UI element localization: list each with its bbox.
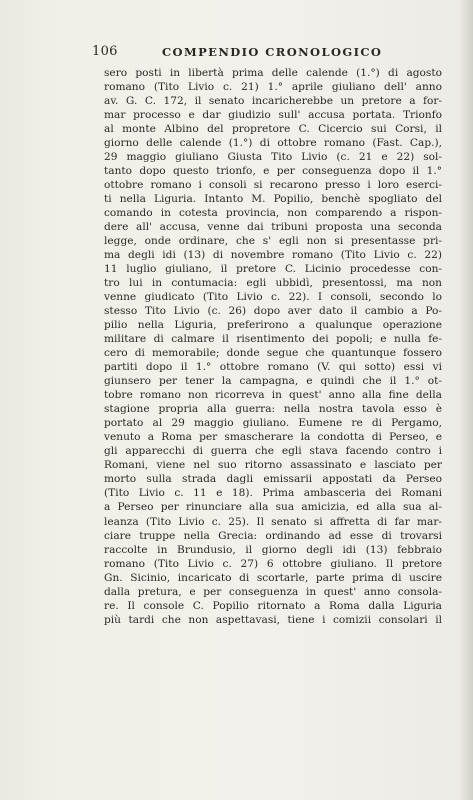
text-line-content: venne giudicato (Tito Livio c. 22). I consoli, secondo lo	[104, 291, 442, 304]
text-line-content: raccolte in Brundusio, il giorno degli idi (13) febbraio	[104, 543, 442, 556]
text-line	[104, 178, 442, 192]
text-line	[104, 276, 442, 290]
page-number: 106	[92, 44, 118, 59]
text-line	[104, 150, 442, 164]
text-line-content: ciare truppe nella Grecia: ordinando ad esse di trovarsi	[104, 529, 442, 542]
text-line	[104, 248, 442, 262]
page-gutter-shadow	[459, 0, 473, 800]
text-line	[104, 360, 442, 374]
text-line	[104, 304, 442, 318]
text-line	[104, 543, 442, 557]
text-line-content: più tardi che non aspettavasi, tiene i comizii consolari il	[104, 613, 442, 626]
text-line	[104, 164, 442, 178]
text-line-content: ma degli idi (13) di novembre romano (Tito Livio c. 22)	[104, 249, 442, 262]
text-line-content: comando in cotesta provincia, non comparendo a rispon-	[104, 207, 442, 220]
text-line	[104, 108, 442, 122]
text-line-content: ottobre romano i consoli si recarono presso i loro eserci-	[104, 179, 442, 192]
text-line-content: ti nella Liguria. Intanto M. Popilio, benchè spogliato del	[104, 193, 442, 206]
text-line-content: sero posti in libertà prima delle calende (1.°) di agosto	[104, 67, 442, 79]
text-line-content: stagione propria alla guerra: nella nostra tavola esso è	[104, 403, 442, 416]
text-line-content: giorno delle calende (1.°) di ottobre romano (Fast. Cap.),	[104, 137, 442, 150]
text-line-content: al monte Albino del propretore C. Cicercio sui Corsi, il	[104, 123, 442, 136]
text-line-content: tanto dopo questo trionfo, e per conseguenza dopo il 1.°	[104, 165, 442, 178]
text-line-content: (Tito Livio c. 11 e 18). Prima ambasceria dei Romani	[104, 487, 442, 500]
text-line	[104, 486, 442, 500]
text-line-content: romano (Tito Livio c. 27) 6 ottobre giuliano. Il pretore	[104, 557, 442, 570]
text-line	[104, 472, 442, 486]
text-line-content: Romani, viene nel suo ritorno assassinato e lasciato per	[104, 459, 442, 472]
text-line	[104, 444, 442, 458]
running-title: COMPENDIO CRONOLOGICO	[162, 45, 383, 59]
text-line-content: re. Il console C. Popilio ritornato a Roma dalla Liguria	[104, 599, 442, 612]
text-line-content: legge, onde ordinare, che s' egli non si presentasse pri-	[104, 235, 442, 248]
text-line-content: Gn. Sicinio, incaricato di scortarle, parte prima di uscire	[104, 571, 442, 584]
text-line-content: dalla pretura, e per conseguenza in quest' anno consola-	[104, 585, 442, 598]
text-line-content: militare di calmare il risentimento dei popoli; e nulla fe-	[104, 333, 442, 346]
text-line	[104, 66, 442, 80]
text-line	[104, 262, 442, 276]
text-line-content: gli apparecchi di guerra che egli stava facendo contro i	[104, 445, 442, 458]
text-line-content: cero di memorabile; donde segue che quantunque fossero	[104, 347, 442, 360]
text-line-content: leanza (Tito Livio c. 25). Il senato si affretta di far mar-	[104, 515, 442, 528]
text-line	[104, 571, 442, 585]
text-line	[104, 515, 442, 529]
text-line	[104, 80, 442, 94]
text-line	[104, 430, 442, 444]
text-line	[104, 374, 442, 388]
text-line	[104, 318, 442, 332]
text-line-content: dere all' accusa, venne dai tribuni proposta una seconda	[104, 221, 442, 234]
text-line-content: romano (Tito Livio c. 21) 1.° aprile giuliano dell' anno	[104, 81, 442, 94]
text-line-content: portato al 29 maggio giuliano. Eumene re di Pergamo,	[104, 417, 442, 430]
text-line	[104, 346, 442, 360]
text-line-content: stesso Tito Livio (c. 26) dopo aver dato il cambio a Po-	[104, 305, 442, 318]
text-line	[104, 613, 442, 627]
text-line	[104, 557, 442, 571]
body-text	[104, 66, 442, 627]
text-line	[104, 529, 442, 543]
text-line-content: partiti dopo il 1.° ottobre romano (V. qui sotto) essi vi	[104, 361, 442, 374]
text-line	[104, 122, 442, 136]
text-line	[104, 388, 442, 402]
text-line	[104, 192, 442, 206]
text-line	[104, 458, 442, 472]
text-line	[104, 500, 442, 514]
text-line-content: tobre romano non ricorreva in quest' anno alla fine della	[104, 389, 442, 402]
text-line	[104, 136, 442, 150]
text-line-content: 11 luglio giuliano, il pretore C. Licinio procedesse con-	[104, 263, 442, 276]
text-line	[104, 599, 442, 613]
text-line-content: venuto a Roma per smascherare la condotta di Perseo, e	[104, 431, 442, 444]
text-line	[104, 206, 442, 220]
text-line	[104, 332, 442, 346]
text-line-content: mar processo e dar giudizio sull' accusa portata. Trionfo	[104, 109, 442, 122]
text-line-content: 29 maggio giuliano Giusta Tito Livio (c. 21 e 22) sol-	[104, 151, 442, 164]
text-line-content: morto sulla strada dagli emissarii appostati da Perseo	[104, 473, 442, 486]
text-line	[104, 585, 442, 599]
text-line	[104, 402, 442, 416]
text-line-content: a Perseo per rinunciare alla sua amicizia, ed alla sua al-	[104, 501, 442, 514]
text-line	[104, 234, 442, 248]
text-line-content: giunsero per tener la campagna, e quindi che il 1.° ot-	[104, 375, 442, 388]
text-line	[104, 220, 442, 234]
text-line	[104, 416, 442, 430]
text-line-content: pilio nella Liguria, preferirono a qualunque operazione	[104, 319, 442, 332]
text-line-content: tro lui in contumacia: egli ubbidì, presentossi, ma non	[104, 277, 442, 290]
page-header	[92, 44, 442, 62]
text-line-content: av. G. C. 172, il senato incaricherebbe un pretore a for-	[104, 95, 442, 108]
text-line	[104, 290, 442, 304]
text-line	[104, 94, 442, 108]
